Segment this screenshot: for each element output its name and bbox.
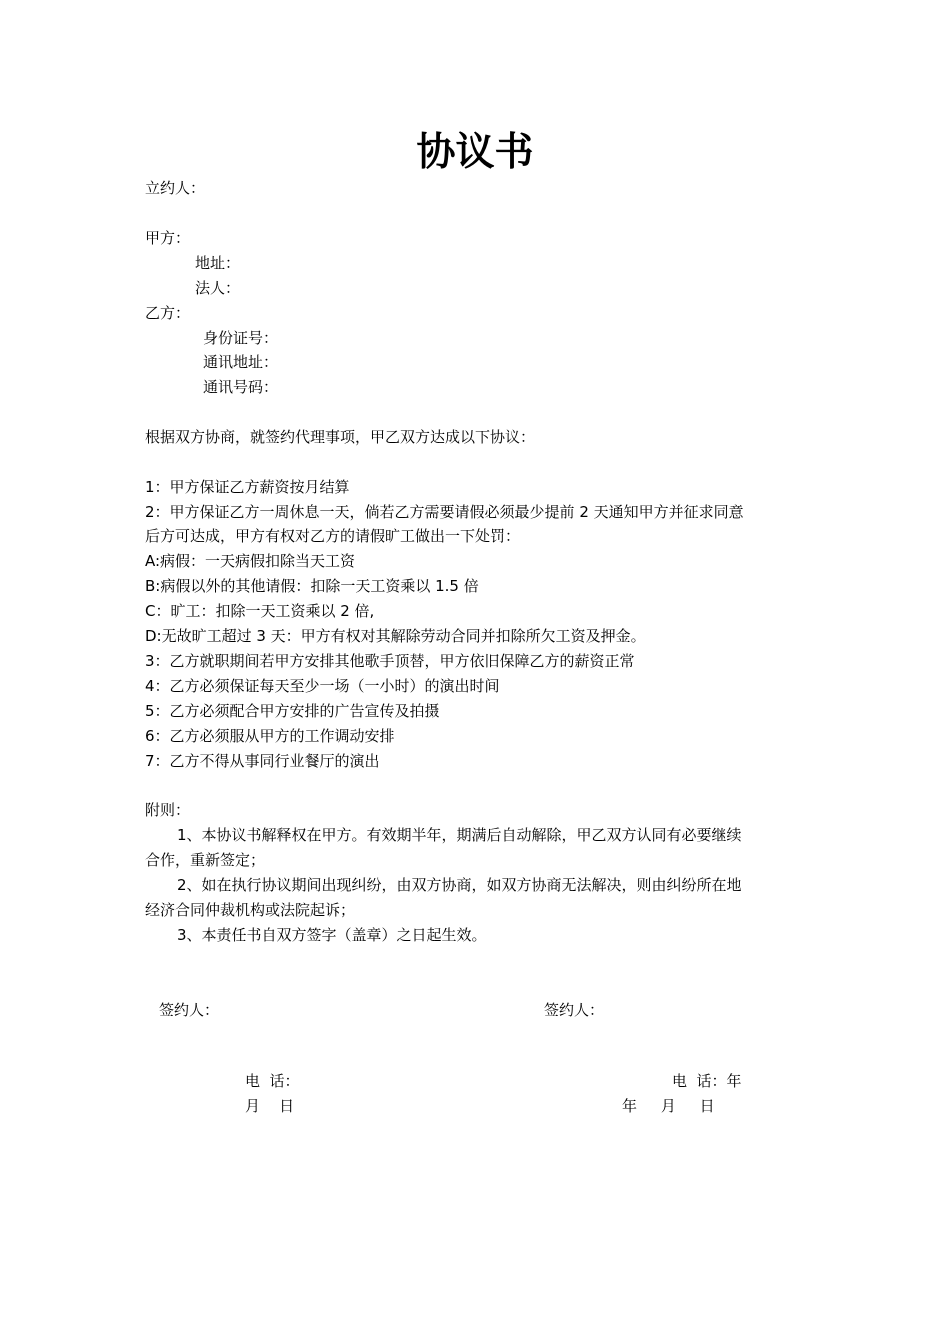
appendix-2-line-2: 经济合同仲裁机构或法院起诉； xyxy=(145,901,356,919)
clause-7: 7：乙方不得从事同行业餐厅的演出 xyxy=(145,752,380,770)
appendix-1-line-1: 1、本协议书解释权在甲方。有效期半年，期满后自动解除，甲乙双方认同有必要继续 xyxy=(177,826,742,844)
party-b-label: 乙方： xyxy=(145,304,191,322)
appendix-label: 附则： xyxy=(145,801,191,819)
right-date-label: 年 月 日 xyxy=(622,1097,715,1115)
clause-b: B:病假以外的其他请假：扣除一天工资乘以 1.5 倍 xyxy=(145,577,479,595)
party-a-label: 甲方： xyxy=(145,229,191,247)
intro-text: 根据双方协商，就签约代理事项，甲乙双方达成以下协议： xyxy=(145,428,536,446)
clause-d: D:无故旷工超过 3 天：甲方有权对其解除劳动合同并扣除所欠工资及押金。 xyxy=(145,627,646,645)
clause-5: 5：乙方必须配合甲方安排的广告宣传及拍摄 xyxy=(145,702,440,720)
page-title: 协议书 xyxy=(416,130,534,175)
party-b-phone-label: 通讯号码： xyxy=(203,378,279,396)
appendix-3: 3、本责任书自双方签字（盖章）之日起生效。 xyxy=(177,926,487,944)
clause-3: 3：乙方就职期间若甲方安排其他歌手顶替，甲方依旧保障乙方的薪资正常 xyxy=(145,652,635,670)
appendix-2-line-1: 2、如在执行协议期间出现纠纷，由双方协商，如双方协商无法解决，则由纠纷所在地 xyxy=(177,876,742,894)
appendix-1-line-2: 合作，重新签定； xyxy=(145,851,266,869)
clause-a: A:病假：一天病假扣除当天工资 xyxy=(145,552,356,570)
clause-4: 4：乙方必须保证每天至少一场（一小时）的演出时间 xyxy=(145,677,500,695)
clause-1: 1：甲方保证乙方薪资按月结算 xyxy=(145,478,350,496)
party-a-address-label: 地址： xyxy=(195,254,241,272)
party-a-legal-label: 法人： xyxy=(195,279,241,297)
clause-2-line-1: 2：甲方保证乙方一周休息一天，倘若乙方需要请假必须最少提前 2 天通知甲方并征求同意 xyxy=(145,503,744,521)
party-b-address-label: 通讯地址： xyxy=(203,353,279,371)
left-date-label: 月 日 xyxy=(245,1097,295,1115)
party-b-id-label: 身份证号： xyxy=(203,329,279,347)
right-phone-label: 电 话：年 xyxy=(672,1072,742,1090)
right-signer-label: 签约人： xyxy=(544,1001,605,1019)
contractor-label: 立约人： xyxy=(145,179,206,197)
clause-6: 6：乙方必须服从甲方的工作调动安排 xyxy=(145,727,395,745)
clause-2-line-2: 后方可达成，甲方有权对乙方的请假旷工做出一下处罚： xyxy=(145,527,521,545)
clause-c: C：旷工：扣除一天工资乘以 2 倍, xyxy=(145,602,375,620)
left-signer-label: 签约人： xyxy=(159,1001,220,1019)
left-phone-label: 电 话： xyxy=(245,1072,300,1090)
